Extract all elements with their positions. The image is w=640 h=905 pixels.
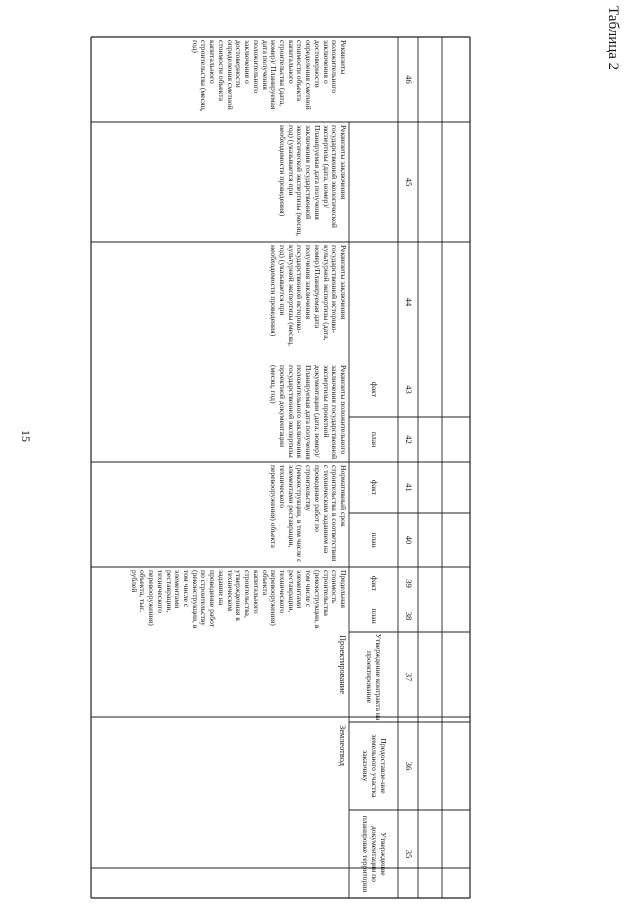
subheader-utverzhdenie-kontrakta-text: Утверждение контракта на проектирование [365, 633, 384, 721]
header-normativny-srok [91, 462, 349, 567]
col-number-45 [398, 122, 418, 242]
subheader-fakt-41 [349, 462, 398, 513]
col-number-42-text: 42 [403, 435, 414, 444]
table-title: Таблица 2 [605, 6, 621, 71]
header-normativny-srok-text: Нормативный срок строительства в соответствии с техническим заданием на проведение работ по строительству (реконструкции, в том числе с элементами реставрации, технического перевооружения) объекта [269, 465, 348, 563]
col-number-39-text: 39 [403, 579, 414, 588]
col-number-44 [398, 242, 418, 362]
header-rekvizity-gos-ekspertizy [91, 362, 349, 462]
header-proektirovanie [91, 632, 349, 722]
subheader-utverzhdenie-dokumentacii [349, 810, 398, 898]
subheader-fakt-39-text: факт [369, 575, 379, 592]
col-number-43 [398, 362, 418, 417]
col-number-43-text: 43 [403, 385, 414, 394]
header-predelnaya-stoimost-text: Предельная стоимость строительства (реконструкции, в том числе с элементами реставрации, технического перевооружения) объекта капитального строительства, утвержденная в техническом задании на проведение работ по строительству (реконструкции, в том числе с элементами реставрации, технического перевооружения) объекта, тыс. рублей [129, 570, 348, 629]
header-rekvizity-istoriko [91, 242, 349, 362]
subheader-predostavlenie-uchastka-text: Предоставле-ние земельного участка заказчику [361, 734, 388, 798]
subheader-plan-40 [349, 513, 398, 567]
col-number-40 [398, 513, 418, 567]
col-number-42 [398, 417, 418, 462]
col-number-46 [398, 37, 418, 122]
header-rekvizity-dostovernosti-text: Реквизиты положительного заключения о достоверности определения сметной стоимости объекта капитального строительства (дата, номер)/ Планируемая дата получения положительного заключения о достоверности определения сметной стоимости объекта капитального строительства (месяц, год) [190, 40, 348, 112]
col-number-36 [398, 722, 418, 810]
col-number-41-text: 41 [403, 483, 414, 492]
col-number-41 [398, 462, 418, 513]
subheader-utverzhdenie-dokumentacii-text: Утверждение документации по планировке территории [361, 815, 388, 893]
col-number-35-text: 35 [403, 849, 414, 859]
col-number-38-text: 38 [403, 611, 414, 621]
header-rekvizity-istoriko-text: Реквизиты заключения государственной историко-культурной экспертизы (дата, номер)/Планируемая дата получения заключения государственной историко-культурной экспертизы (месяц, год) (указывается при необходимости проведения) [269, 245, 348, 347]
col-number-37 [398, 632, 418, 722]
subheader-fakt-43-text: факт [369, 381, 379, 398]
subheader-plan-42-text: план [369, 431, 379, 448]
subheader-plan-38 [349, 600, 398, 632]
col-number-46-text: 46 [403, 75, 414, 84]
subheader-fakt-43 [349, 362, 398, 417]
header-zemleotvod [91, 722, 349, 868]
subheader-predostavlenie-uchastka [349, 722, 398, 810]
page-number: 15 [19, 430, 33, 442]
header-rekvizity-gos-ekspertizy-text: Реквизиты положительного заключения государственной экспертизы проектной документации (дата, номер)/Планируемая дата получения положительного заключения государственной экспертизы проектной документации (месяц, год) [269, 365, 348, 460]
col-number-35 [398, 810, 418, 898]
subheader-fakt-39 [349, 567, 398, 600]
subheader-utverzhdenie-kontrakta [349, 632, 398, 722]
subheader-fakt-41-text: факт [369, 479, 379, 496]
col-number-36-text: 36 [403, 761, 414, 771]
subheader-plan-40-text: план [369, 532, 379, 548]
header-zemleotvod-text: Землеотвод [338, 725, 347, 766]
header-proektirovanie-text: Проектирование [338, 635, 347, 694]
col-number-37-text: 37 [403, 672, 414, 682]
col-number-39 [398, 567, 418, 600]
subheader-plan-42 [349, 417, 398, 462]
header-predelnaya-stoimost [91, 567, 349, 632]
col-number-44-text: 44 [403, 297, 414, 307]
col-number-45-text: 45 [403, 177, 414, 187]
col-number-40-text: 40 [403, 535, 414, 545]
subheader-plan-38-text: план [369, 608, 379, 624]
header-rekvizity-ekologicheskoy [91, 122, 349, 242]
header-rekvizity-dostovernosti [91, 37, 349, 122]
header-rekvizity-ekologicheskoy-text: Реквизиты заключения государственной экологической экспертизы (дата, номер)/ Планируемая дата получения заключения государственной экологической экспертизы (месяц, год) (указывается при необходимости проведения) [277, 125, 348, 237]
col-number-38 [398, 600, 418, 632]
